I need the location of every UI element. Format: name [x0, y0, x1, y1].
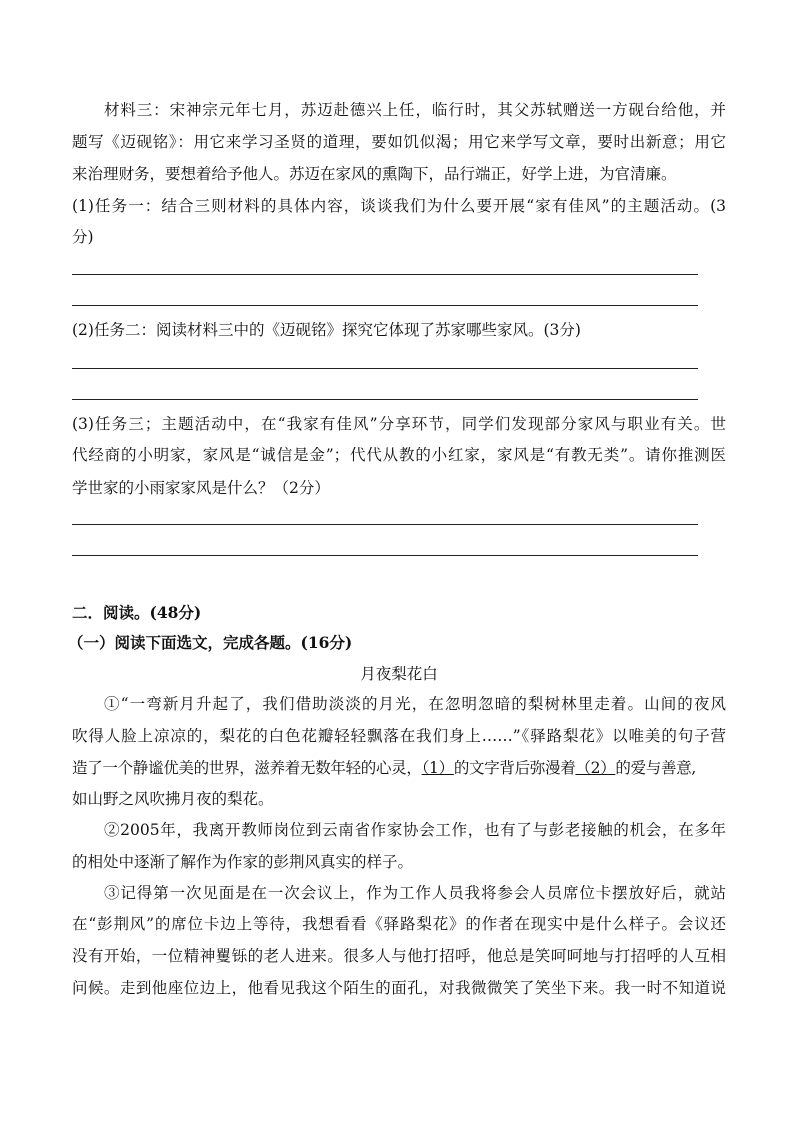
fill-blank-1[interactable]: （1） — [421, 759, 454, 777]
p1-line-3 — [72, 758, 726, 778]
p1-line-4: 如山野之风吹拂月夜的梨花。 — [72, 790, 274, 808]
p1-line-2: 吹得人脸上凉凉的，梨花的白色花瓣轻轻飘落在我们身上……”《驿路梨花》以唯美的句子营 — [72, 727, 726, 745]
p1-line-3-text-c: 的爱与善意, — [615, 759, 697, 777]
p3-line-3: 没有开始，一位精神矍铄的老人进来。很多人与他打招呼，他总是笑呵呵地与打招呼的人互相 — [72, 947, 726, 965]
p2-line-2: 的相处中逐渐了解作为作家的彭荆风真实的样子。 — [72, 853, 414, 871]
p3-line-1: ③记得第一次见面是在一次会议上，作为工作人员我将参会人员席位卡摆放好后，就站 — [104, 884, 726, 902]
task3-answer-line-1[interactable] — [72, 524, 698, 525]
task1-question-line-2: 分) — [72, 228, 94, 246]
task3-answer-line-2[interactable] — [72, 555, 698, 556]
task1-answer-line-2[interactable] — [72, 305, 698, 306]
p2-line-1: ②2005年，我离开教师岗位到云南省作家协会工作，也有了与彭老接触的机会，在多年 — [104, 821, 726, 839]
p1-line-3-text-a: 造了一个静谧优美的世界，滋养着无数年轻的心灵， — [72, 759, 422, 777]
task3-question-line-3: 学世家的小雨家家风是什么？（2分） — [72, 479, 330, 497]
p1-line-1: ①“一弯新月升起了，我们借助淡淡的月光，在忽明忽暗的梨树林里走着。山间的夜风 — [104, 695, 726, 713]
task2-answer-line-1[interactable] — [72, 368, 698, 369]
section-heading: 二．阅读。(48分) — [72, 603, 202, 622]
p3-line-4: 问候。走到他座位边上，他看见我这个陌生的面孔，对我微微笑了笑坐下来。我一时不知道说 — [72, 979, 726, 997]
task3-question-line-2: 代经商的小明家，家风是“诚信是金”；代代从教的小红家，家风是“有教无类”。请你推测医 — [72, 446, 726, 464]
task3-question-line-1: (3)任务三；主题活动中，在“我家有佳风”分享环节，同学们发现部分家风与职业有关。世 — [72, 415, 726, 433]
task1-answer-line-1[interactable] — [72, 274, 698, 275]
sub-section-heading: （一）阅读下面选文，完成各题。(16分) — [68, 633, 353, 652]
material3-line-1: 材料三：宋神宗元年七月，苏迈赴德兴上任，临行时，其父苏轼赠送一方砚台给他，并 — [104, 101, 726, 119]
p1-line-3-text-b: 的文字背后弥漫着 — [453, 759, 576, 777]
task2-question: (2)任务二：阅读材料三中的《迈砚铭》探究它体现了苏家哪些家风。(3分) — [72, 321, 581, 339]
task1-question-line-1: (1)任务一：结合三则材料的具体内容，谈谈我们为什么要开展“家有佳风”的主题活动。(3 — [72, 197, 726, 215]
task2-answer-line-2[interactable] — [72, 399, 698, 400]
material3-line-3: 来治理财务，要想着给予他人。苏迈在家风的熏陶下，品行端正，好学上进，为官清廉。 — [72, 165, 677, 183]
material3-line-2: 题写《迈砚铭》：用它来学习圣贤的道理，要如饥似渴；用它来学写文章，要时出新意；用它 — [72, 133, 726, 151]
p3-line-2: 在“彭荆风”的席位卡边上等待，我想看看《驿路梨花》的作者在现实中是什么样子。会议还 — [72, 915, 726, 933]
article-title: 月夜梨花白 — [360, 665, 438, 683]
fill-blank-2[interactable]: （2） — [575, 759, 616, 777]
